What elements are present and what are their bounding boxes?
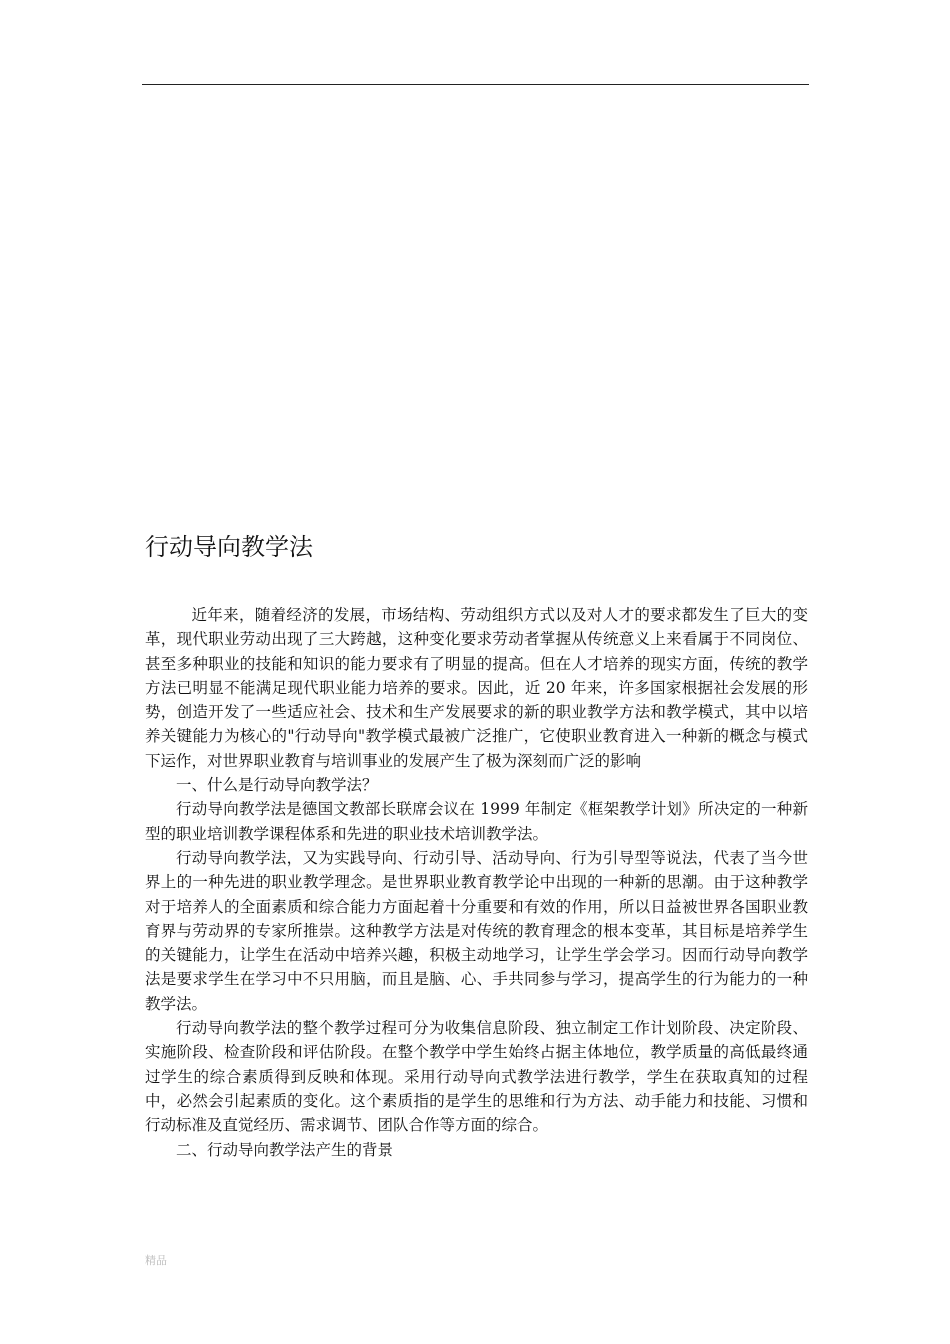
document-title: 行动导向教学法 (145, 533, 313, 561)
paragraph-definition: 行动导向教学法是德国文教部长联席会议在 1999 年制定《框架教学计划》所决定的一种新型的职业培训教学课程体系和先进的职业技术培训教学法。 (145, 800, 808, 843)
section-heading-1: 一、什么是行动导向教学法？ (176, 776, 378, 795)
paragraph-concept: 行动导向教学法，又为实践导向、行动引导、活动导向、行为引导型等说法，代表了当今世界上的一种先进的职业教学理念。是世界职业教育教学论中出现的一种新的思潮。由于这种教学对于培养人的全面素质和综合能力方面起着十分重要和有效的作用，所以日益被世界各国职业教育界与劳动界的专家所推崇。这种教学方法是对传统的教育理念的根本变革，其目标是培养学生的关键能力，让学生在活动中培养兴趣，积极主动地学习，让学生学会学习。因而行动导向教学法是要求学生在学习中不只用脑，而且是脑、心、手共同参与学习，提高学生的行为能力的一种教学法。 (145, 848, 808, 1013)
document-body (145, 603, 808, 1162)
section-heading-2: 二、行动导向教学法产生的背景 (176, 1140, 394, 1159)
footer-watermark: 精品 (145, 1254, 167, 1267)
header-rule (142, 84, 809, 85)
paragraph-intro: 近年来，随着经济的发展，市场结构、劳动组织方式以及对人才的要求都发生了巨大的变革，现代职业劳动出现了三大跨越，这种变化要求劳动者掌握从传统意义上来看属于不同岗位、甚至多种职业的技能和知识的能力要求有了明显的提高。但在人才培养的现实方面，传统的教学方法已明显不能满足现代职业能力培养的要求。因此，近 20 年来，许多国家根据社会发展的形势，创造开发了一些适应社会、技术和生产发展要求的新的职业教学方法和教学模式，其中以培养关键能力为核心的"行动导向"教学模式最被广泛推广，它使职业教育进入一种新的概念与模式下运作，对世界职业教育与培训事业的发展产生了极为深刻而广泛的影响 (145, 606, 808, 770)
paragraph-process: 行动导向教学法的整个教学过程可分为收集信息阶段、独立制定工作计划阶段、决定阶段、实施阶段、检查阶段和评估阶段。在整个教学中学生始终占据主体地位，教学质量的高低最终通过学生的综合素质得到反映和体现。采用行动导向式教学法进行教学，学生在获取真知的过程中，必然会引起素质的变化。这个素质指的是学生的思维和行为方法、动手能力和技能、习惯和行动标准及直觉经历、需求调节、团队合作等方面的综合。 (145, 1019, 808, 1135)
